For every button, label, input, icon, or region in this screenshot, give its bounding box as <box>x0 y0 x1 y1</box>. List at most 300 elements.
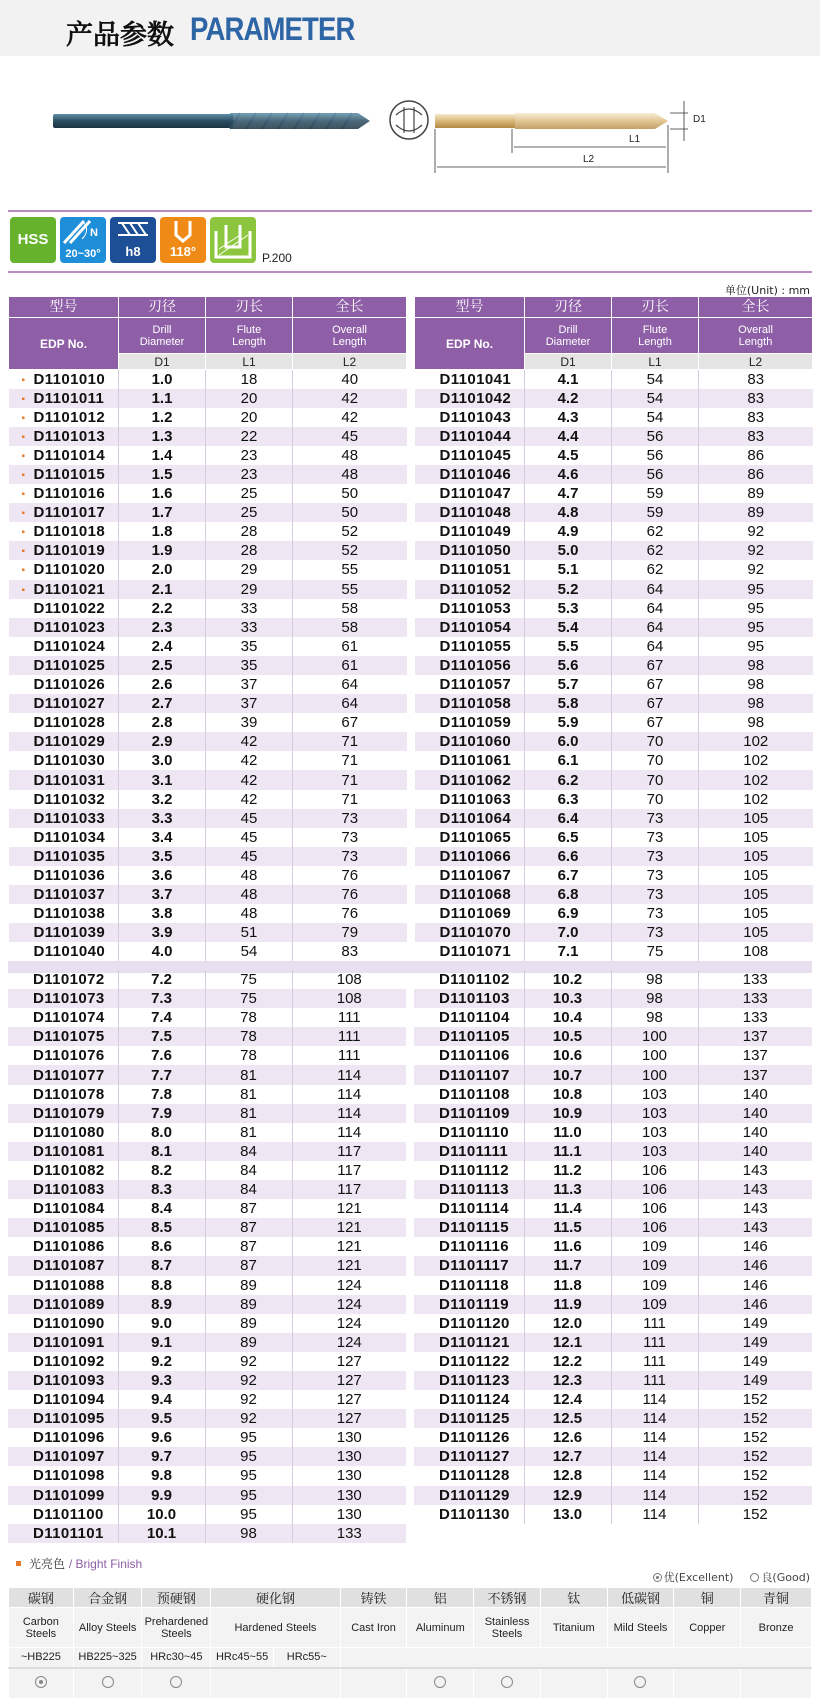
overall-length-cell: 114 <box>337 1123 362 1141</box>
overall-length-cell: 111 <box>337 1009 361 1027</box>
edp-cell <box>414 989 524 1008</box>
edp-cell <box>414 1199 524 1218</box>
overall-length-cell: 42 <box>341 408 359 426</box>
edp-number: D1101044 <box>439 427 512 445</box>
table-row <box>9 866 407 885</box>
divider-top <box>8 210 812 212</box>
diameter-cell: 1.4 <box>119 446 206 465</box>
diameter-cell: 6.8 <box>525 885 612 904</box>
overall-length-cell: 130 <box>336 1467 362 1485</box>
table-row <box>8 1104 406 1123</box>
unit-label: 单位(Unit) : mm <box>724 284 810 297</box>
overall-length-cell: 143 <box>742 1200 768 1218</box>
material-rating <box>142 1668 211 1699</box>
flute-length-cell: 114 <box>611 1428 698 1447</box>
edp-number: D1101089 <box>33 1295 105 1313</box>
edp-number: D1101099 <box>33 1486 105 1504</box>
diameter-cell: 4.0 <box>119 942 206 961</box>
col-flute-zh: 刃长 <box>206 297 293 318</box>
diameter-cell: 6.3 <box>525 790 612 809</box>
diameter-cell: 6.5 <box>525 828 612 847</box>
table-row <box>8 1237 406 1256</box>
overall-length-cell: 105 <box>699 847 813 866</box>
flute-length-cell: 45 <box>206 809 293 828</box>
material-zh: 铸铁 <box>340 1588 407 1608</box>
flute-length-cell: 84 <box>205 1180 292 1199</box>
diameter-cell: 9.9 <box>118 1486 205 1505</box>
diameter-cell: 2.7 <box>119 694 206 713</box>
overall-length-cell: 146 <box>698 1256 812 1275</box>
edp-cell <box>415 675 525 694</box>
table-row <box>414 1256 812 1275</box>
material-rating <box>211 1668 340 1699</box>
edp-cell <box>9 618 119 637</box>
flute-length-cell: 35 <box>206 637 293 656</box>
diameter-cell: 12.8 <box>524 1466 611 1485</box>
edp-cell <box>8 1237 118 1256</box>
material-rating <box>741 1668 812 1699</box>
edp-cell <box>9 732 119 751</box>
diameter-cell: 2.1 <box>119 580 206 599</box>
edp-cell <box>414 1085 524 1104</box>
material-en: Titanium <box>540 1608 607 1648</box>
edp-cell <box>8 1447 118 1466</box>
edp-cell <box>415 847 525 866</box>
edp-number: D1101043 <box>439 408 512 426</box>
col-diameter-zh: 刃径 <box>119 297 206 318</box>
edp-cell <box>8 989 118 1008</box>
flute-length-cell: 28 <box>206 522 293 541</box>
flute-length-cell: 73 <box>612 904 699 923</box>
table-row <box>415 770 813 789</box>
edp-cell <box>414 1237 524 1256</box>
diameter-cell: 2.3 <box>119 618 206 637</box>
overall-length-cell: 83 <box>699 427 813 446</box>
drill-illustration <box>40 95 760 185</box>
edp-cell <box>9 751 119 770</box>
flute-length-cell: 75 <box>205 970 292 989</box>
edp-cell <box>415 828 525 847</box>
edp-number: D1101020 <box>33 561 106 579</box>
finish-label-en: / Bright Finish <box>68 1557 143 1571</box>
overall-length-cell: 133 <box>742 971 768 989</box>
edp-cell <box>9 580 119 599</box>
rating-good: 良(Good) <box>761 1571 810 1584</box>
diameter-cell: 12.2 <box>524 1352 611 1371</box>
table-row <box>8 1085 406 1104</box>
edp-cell <box>415 942 525 961</box>
edp-number: D1101045 <box>439 446 512 464</box>
bright-finish-marker-icon: ▪ <box>21 489 26 501</box>
diameter-cell: 5.8 <box>525 694 612 713</box>
flute-length-cell: 106 <box>611 1199 698 1218</box>
edp-cell <box>415 866 525 885</box>
material-en: Copper <box>674 1608 741 1648</box>
table-row <box>8 1027 406 1046</box>
edp-number: D1101010 <box>33 370 106 388</box>
overall-length-cell: 108 <box>336 971 362 989</box>
edp-number: D1101059 <box>439 714 512 732</box>
overall-length-cell: 102 <box>699 732 813 751</box>
table-row <box>414 1428 812 1447</box>
overall-length-cell: 108 <box>292 989 406 1008</box>
edp-cell <box>415 580 525 599</box>
bright-finish-marker-icon: ▪ <box>21 508 26 520</box>
overall-length-cell: 137 <box>698 1065 812 1084</box>
overall-length-cell: 79 <box>293 923 407 942</box>
edp-cell <box>8 1524 118 1543</box>
edp-number: D1101085 <box>33 1219 105 1237</box>
edp-cell <box>9 828 119 847</box>
helix-n: N <box>90 227 98 239</box>
table-row <box>9 580 407 599</box>
table-bottom-right <box>414 970 812 1524</box>
flute-length-cell: 103 <box>611 1085 698 1104</box>
table-row <box>414 989 812 1008</box>
edp-cell <box>9 847 119 866</box>
badge-helix <box>60 217 106 263</box>
diameter-cell: 7.7 <box>118 1065 205 1084</box>
table-row <box>415 942 813 961</box>
flute-length-cell: 70 <box>612 770 699 789</box>
overall-length-cell: 55 <box>341 561 359 579</box>
good-circle-icon <box>750 1573 759 1582</box>
diameter-cell: 6.4 <box>525 809 612 828</box>
overall-length-cell: 149 <box>698 1333 812 1352</box>
overall-length-cell: 130 <box>336 1429 362 1447</box>
diameter-cell: 11.5 <box>524 1218 611 1237</box>
diameter-cell: 1.0 <box>119 370 206 389</box>
overall-length-cell: 124 <box>336 1276 362 1294</box>
table-row <box>415 637 813 656</box>
table-row <box>9 427 407 446</box>
flute-length-cell: 103 <box>611 1104 698 1123</box>
edp-cell <box>8 1505 118 1524</box>
edp-cell <box>414 1123 524 1142</box>
edp-number: D1101030 <box>33 752 106 770</box>
overall-length-cell: 140 <box>742 1085 768 1103</box>
table-row <box>415 446 813 465</box>
edp-cell <box>415 694 525 713</box>
edp-cell <box>9 942 119 961</box>
overall-length-cell: 98 <box>747 676 765 694</box>
edp-cell <box>9 541 119 560</box>
diameter-cell: 8.0 <box>118 1123 205 1142</box>
table-row <box>9 732 407 751</box>
table-row <box>415 885 813 904</box>
edp-cell <box>8 1276 118 1295</box>
table-row <box>415 503 813 522</box>
overall-length-cell: 71 <box>341 790 359 808</box>
edp-number: D1101096 <box>33 1429 105 1447</box>
overall-length-cell: 105 <box>743 905 769 923</box>
overall-length-cell: 121 <box>336 1238 362 1256</box>
edp-cell <box>9 446 119 465</box>
flute-length-cell: 29 <box>206 560 293 579</box>
edp-number: D1101078 <box>33 1085 105 1103</box>
edp-number: D1101088 <box>33 1276 105 1294</box>
flute-length-cell: 98 <box>205 1524 292 1543</box>
flute-length-cell: 25 <box>206 503 293 522</box>
flute-length-cell: 20 <box>206 389 293 408</box>
material-hardness: HB225~325 <box>73 1648 142 1668</box>
edp-number: D1101091 <box>33 1333 105 1351</box>
diameter-cell: 11.1 <box>524 1142 611 1161</box>
table-row <box>414 1218 812 1237</box>
diameter-cell: 10.3 <box>524 989 611 1008</box>
diameter-cell: 4.4 <box>525 427 612 446</box>
diameter-cell: 7.5 <box>118 1027 205 1046</box>
overall-length-cell: 95 <box>699 618 813 637</box>
overall-length-cell: 98 <box>747 714 765 732</box>
table-row <box>414 1295 812 1314</box>
edp-number: D1101051 <box>439 561 512 579</box>
edp-cell <box>8 1352 118 1371</box>
overall-length-cell: 52 <box>341 523 359 541</box>
edp-number: D1101033 <box>33 809 106 827</box>
flute-length-cell: 114 <box>611 1466 698 1485</box>
edp-number: D1101086 <box>33 1238 105 1256</box>
diameter-cell: 4.9 <box>525 522 612 541</box>
diameter-cell: 2.5 <box>119 656 206 675</box>
edp-number: D1101032 <box>33 790 106 808</box>
table-row <box>415 828 813 847</box>
edp-number: D1101041 <box>439 370 512 388</box>
bright-finish-marker-icon: ▪ <box>21 470 26 482</box>
overall-length-cell: 137 <box>698 1027 812 1046</box>
table-row <box>414 1104 812 1123</box>
table-row <box>9 828 407 847</box>
diameter-cell: 2.0 <box>119 560 206 579</box>
flute-length-cell: 29 <box>206 580 293 599</box>
edp-number: D1101079 <box>33 1104 105 1122</box>
edp-number: D1101117 <box>439 1257 509 1275</box>
flute-length-cell: 109 <box>611 1295 698 1314</box>
col-overall-zh: 全长 <box>699 297 813 318</box>
flute-length-cell: 42 <box>206 732 293 751</box>
edp-number: D1101097 <box>33 1448 105 1466</box>
edp-number: D1101107 <box>439 1066 510 1084</box>
edp-cell <box>9 484 119 503</box>
table-row <box>9 656 407 675</box>
edp-number: D1101116 <box>439 1238 509 1256</box>
edp-cell <box>9 885 119 904</box>
overall-length-cell: 92 <box>747 523 765 541</box>
edp-cell <box>8 1295 118 1314</box>
table-row <box>415 790 813 809</box>
edp-number: D1101076 <box>33 1047 105 1065</box>
diameter-cell: 4.5 <box>525 446 612 465</box>
table-row <box>8 1295 406 1314</box>
flute-length-cell: 92 <box>205 1371 292 1390</box>
edp-number: D1101100 <box>33 1505 104 1523</box>
edp-number: D1101073 <box>33 990 105 1008</box>
table-row <box>414 1352 812 1371</box>
edp-cell <box>8 1256 118 1275</box>
edp-cell <box>414 1218 524 1237</box>
flute-length-cell: 67 <box>612 675 699 694</box>
edp-cell <box>415 923 525 942</box>
diameter-cell: 5.7 <box>525 675 612 694</box>
table-row <box>415 541 813 560</box>
flute-length-cell: 111 <box>611 1352 698 1371</box>
diameter-cell: 1.1 <box>119 389 206 408</box>
overall-length-cell: 105 <box>699 809 813 828</box>
col-edp-zh: 型号 <box>415 297 525 318</box>
diameter-cell: 8.7 <box>118 1256 205 1275</box>
col-diameter-en: Drill Diameter <box>119 318 206 354</box>
overall-length-cell: 64 <box>341 676 359 694</box>
bright-finish-marker-icon: ▪ <box>21 431 26 443</box>
table-row <box>8 1046 406 1065</box>
diameter-cell: 3.5 <box>119 847 206 866</box>
table-row <box>8 989 406 1008</box>
edp-number: D1101023 <box>33 618 106 636</box>
label-d1: D1 <box>693 114 706 125</box>
diameter-cell: 4.8 <box>525 503 612 522</box>
material-zh: 青铜 <box>741 1588 812 1608</box>
col-overall-zh: 全长 <box>293 297 407 318</box>
edp-number: D1101120 <box>439 1314 510 1332</box>
edp-number: D1101038 <box>33 905 106 923</box>
material-en: Hardened Steels <box>211 1608 340 1648</box>
edp-number: D1101068 <box>439 886 512 904</box>
edp-number: D1101095 <box>33 1410 105 1428</box>
table-row <box>8 1065 406 1084</box>
overall-length-cell: 98 <box>699 656 813 675</box>
flute-length-cell: 89 <box>205 1314 292 1333</box>
table-row <box>9 751 407 770</box>
flute-length-cell: 109 <box>611 1256 698 1275</box>
edp-cell <box>8 1123 118 1142</box>
table-row <box>414 1505 812 1524</box>
material-rating <box>607 1668 674 1699</box>
edp-number: D1101115 <box>439 1219 509 1237</box>
bright-finish-marker-icon: ▪ <box>21 584 26 596</box>
finish-swatch <box>16 1561 21 1566</box>
edp-cell <box>8 970 118 989</box>
edp-cell <box>415 465 525 484</box>
flute-length-cell: 37 <box>206 694 293 713</box>
table-row <box>9 465 407 484</box>
diameter-cell: 3.3 <box>119 809 206 828</box>
edp-number: D1101035 <box>33 847 106 865</box>
flute-length-cell: 62 <box>612 522 699 541</box>
table-row <box>8 1199 406 1218</box>
edp-cell <box>8 1046 118 1065</box>
edp-cell <box>9 560 119 579</box>
col-edp-en: EDP No. <box>415 318 525 370</box>
table-row <box>415 847 813 866</box>
flute-length-cell: 70 <box>612 751 699 770</box>
diameter-cell: 6.7 <box>525 866 612 885</box>
flute-length-cell: 56 <box>612 446 699 465</box>
edp-number: D1101127 <box>439 1448 510 1466</box>
materials-table <box>8 1587 812 1699</box>
edp-cell <box>414 1314 524 1333</box>
material-zh: 预硬钢 <box>142 1588 211 1608</box>
material-en: Bronze <box>741 1608 812 1648</box>
edp-cell <box>415 484 525 503</box>
edp-cell <box>414 1428 524 1447</box>
overall-length-cell: 121 <box>292 1218 406 1237</box>
flute-length-cell: 111 <box>611 1314 698 1333</box>
table-row <box>9 847 407 866</box>
overall-length-cell: 89 <box>699 503 813 522</box>
edp-cell <box>415 751 525 770</box>
divider-mid <box>8 271 812 273</box>
diameter-cell: 7.0 <box>525 923 612 942</box>
overall-length-cell: 152 <box>742 1391 768 1409</box>
good-circle-icon <box>102 1676 114 1688</box>
table-row <box>415 389 813 408</box>
helix-angle: 20~30° <box>65 248 101 260</box>
edp-cell <box>414 1486 524 1505</box>
flute-length-cell: 73 <box>612 923 699 942</box>
overall-length-cell: 105 <box>743 866 769 884</box>
edp-number: D1101027 <box>33 695 106 713</box>
edp-number: D1101017 <box>33 504 106 522</box>
point-angle-value: 118° <box>169 244 197 259</box>
table-row <box>414 970 812 989</box>
table-row <box>9 560 407 579</box>
col-overall-en: Overall Length <box>293 318 407 354</box>
diameter-cell: 8.2 <box>118 1161 205 1180</box>
flute-length-cell: 45 <box>206 828 293 847</box>
flute-length-cell: 98 <box>611 1008 698 1027</box>
flute-length-cell: 75 <box>612 942 699 961</box>
edp-number: D1101057 <box>439 676 512 694</box>
flute-length-cell: 92 <box>205 1352 292 1371</box>
table-row <box>9 790 407 809</box>
edp-number: D1101066 <box>439 847 512 865</box>
edp-number: D1101126 <box>439 1429 510 1447</box>
edp-cell <box>8 1486 118 1505</box>
edp-cell <box>8 1008 118 1027</box>
edp-number: D1101011 <box>33 389 105 407</box>
diameter-cell: 10.9 <box>524 1104 611 1123</box>
overall-length-cell: 73 <box>293 809 407 828</box>
diameter-cell: 8.1 <box>118 1142 205 1161</box>
edp-number: D1101084 <box>33 1200 105 1218</box>
table-row <box>414 1447 812 1466</box>
diameter-cell: 12.0 <box>524 1314 611 1333</box>
table-row <box>9 446 407 465</box>
diameter-cell: 4.3 <box>525 408 612 427</box>
overall-length-cell: 130 <box>336 1505 362 1523</box>
edp-number: D1101050 <box>439 542 512 560</box>
diameter-cell: 2.8 <box>119 713 206 732</box>
edp-cell <box>415 503 525 522</box>
edp-cell <box>415 790 525 809</box>
flute-length-cell: 114 <box>611 1447 698 1466</box>
col-d1-symbol: D1 <box>525 354 612 370</box>
edp-cell <box>414 1409 524 1428</box>
tolerance-value: h8 <box>125 244 141 259</box>
edp-cell <box>414 1466 524 1485</box>
material-hardness: ~HB225 <box>9 1648 74 1668</box>
diameter-cell: 11.2 <box>524 1161 611 1180</box>
table-row <box>8 970 406 989</box>
overall-length-cell: 50 <box>293 503 407 522</box>
table-row <box>415 694 813 713</box>
diameter-cell: 10.1 <box>118 1524 205 1543</box>
edp-cell <box>415 408 525 427</box>
overall-length-cell: 83 <box>747 408 765 426</box>
flute-length-cell: 56 <box>612 465 699 484</box>
overall-length-cell: 121 <box>336 1200 362 1218</box>
flute-length-cell: 78 <box>205 1027 292 1046</box>
